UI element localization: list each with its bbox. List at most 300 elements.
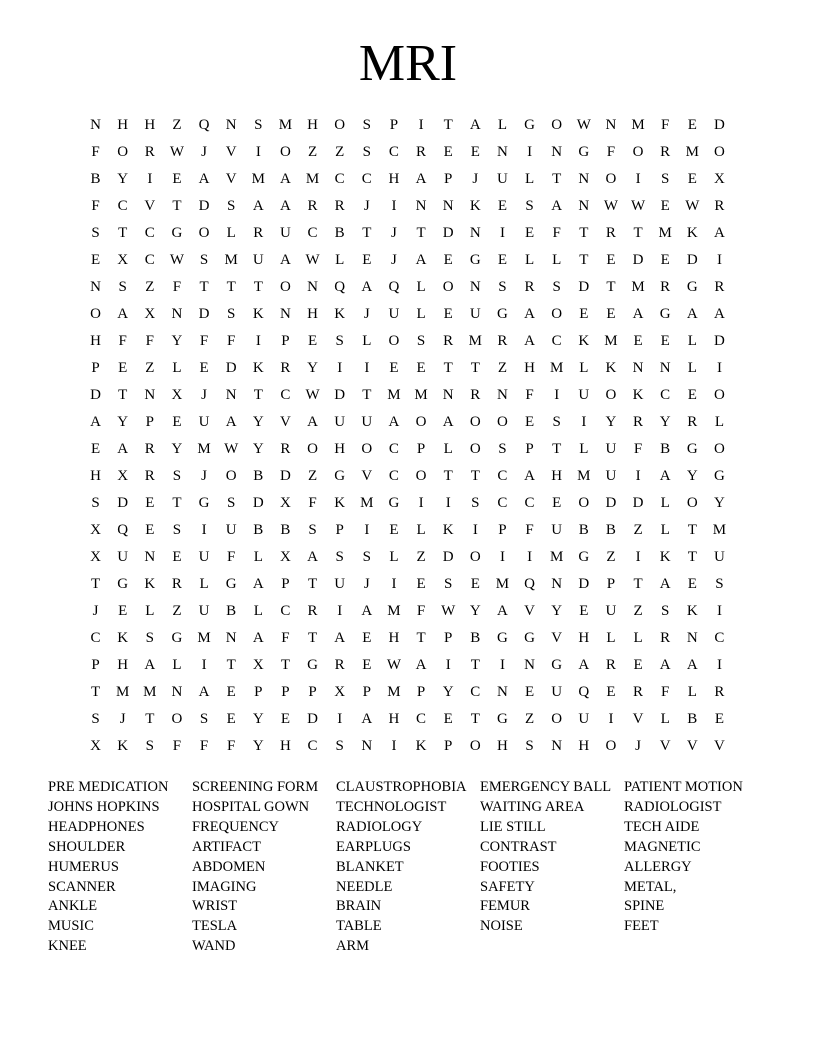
grid-letter: J: [635, 738, 641, 754]
grid-letter: S: [227, 306, 236, 322]
grid-letter: L: [579, 360, 589, 376]
grid-letter: O: [334, 117, 346, 133]
grid-letter: R: [307, 198, 318, 214]
grid-letter: U: [605, 603, 617, 619]
grid-letter: A: [307, 549, 318, 565]
grid-letter: H: [144, 117, 156, 133]
grid-letter: U: [334, 414, 346, 430]
grid-letter: I: [499, 225, 505, 241]
grid-letter: P: [416, 684, 426, 700]
grid-letter: E: [470, 144, 480, 160]
word-list-item: HUMERUS: [48, 858, 119, 875]
grid-letter: Z: [633, 603, 643, 619]
grid-letter: E: [416, 360, 426, 376]
grid-letter: M: [495, 576, 510, 592]
grid-letter: G: [497, 711, 508, 727]
grid-letter: T: [416, 630, 426, 646]
grid-letter: E: [687, 117, 697, 133]
grid-letter: P: [389, 117, 399, 133]
grid-letter: O: [551, 711, 563, 727]
grid-letter: H: [90, 468, 101, 484]
grid-letter: T: [443, 117, 453, 133]
grid-letter: F: [552, 225, 561, 241]
grid-letter: U: [497, 171, 508, 187]
grid-letter: G: [117, 576, 129, 592]
grid-letter: Y: [252, 711, 264, 727]
grid-letter: J: [472, 171, 479, 187]
grid-letter: M: [631, 279, 645, 295]
word-list-item: MUSIC: [48, 918, 94, 935]
grid-letter: C: [361, 171, 372, 187]
grid-letter: Y: [442, 684, 454, 700]
word-column: [624, 778, 768, 957]
word-list-item: SCREENING FORM: [192, 779, 319, 795]
grid-letter: Y: [714, 495, 725, 511]
grid-letter: T: [362, 225, 372, 241]
grid-row: [82, 733, 734, 760]
grid-letter: N: [144, 387, 156, 403]
grid-row: [82, 166, 734, 193]
grid-letter: N: [605, 117, 617, 133]
grid-letter: S: [661, 171, 670, 187]
grid-letter: W: [224, 441, 239, 457]
word-list-item: EARPLUGS: [336, 838, 411, 855]
grid-letter: B: [253, 522, 264, 538]
grid-letter: G: [171, 225, 183, 241]
grid-letter: S: [362, 549, 371, 565]
grid-letter: F: [525, 387, 534, 403]
grid-letter: E: [633, 333, 643, 349]
grid-letter: Y: [686, 468, 698, 484]
grid-letter: T: [253, 387, 263, 403]
grid-letter: L: [660, 522, 670, 538]
word-list-item: ABDOMEN: [192, 858, 266, 875]
grid-letter: U: [388, 306, 400, 322]
grid-letter: J: [363, 198, 370, 214]
grid-letter: F: [199, 738, 209, 754]
grid-letter: S: [227, 495, 236, 511]
grid-letter: T: [470, 711, 480, 727]
grid-letter: I: [445, 657, 451, 673]
grid-letter: W: [305, 387, 320, 403]
grid-letter: K: [334, 306, 346, 322]
grid-letter: N: [551, 576, 563, 592]
grid-letter: Y: [117, 414, 129, 430]
grid-letter: G: [714, 468, 725, 484]
grid-letter: J: [391, 225, 397, 241]
grid-letter: L: [172, 657, 182, 673]
grid-letter: J: [201, 144, 207, 160]
grid-letter: A: [117, 306, 129, 322]
grid-letter: T: [633, 576, 643, 592]
grid-letter: L: [172, 360, 182, 376]
grid-letter: E: [226, 711, 236, 727]
word-list-item: TABLE: [336, 918, 382, 935]
grid-letter: M: [278, 117, 293, 133]
grid-letter: E: [497, 252, 508, 268]
grid-letter: M: [224, 252, 238, 268]
grid-row: [82, 139, 734, 166]
grid-letter: T: [226, 657, 236, 673]
grid-row: [82, 652, 734, 679]
grid-letter: O: [605, 171, 617, 187]
grid-letter: R: [144, 441, 155, 457]
grid-letter: S: [172, 468, 182, 484]
grid-letter: D: [714, 117, 725, 133]
grid-letter: A: [90, 414, 101, 430]
grid-letter: I: [201, 522, 207, 538]
grid-letter: V: [551, 630, 563, 646]
grid-letter: L: [552, 252, 562, 268]
grid-letter: T: [307, 576, 318, 592]
grid-letter: J: [201, 387, 207, 403]
grid-letter: E: [606, 306, 616, 322]
grid-letter: M: [360, 495, 374, 511]
grid-letter: U: [714, 549, 725, 565]
grid-letter: N: [144, 549, 156, 565]
grid-letter: C: [307, 738, 318, 754]
grid-letter: P: [91, 657, 100, 673]
grid-letter: B: [90, 171, 101, 187]
grid-letter: E: [524, 414, 535, 430]
grid-letter: H: [524, 360, 535, 376]
grid-letter: G: [686, 441, 698, 457]
grid-letter: A: [280, 171, 291, 187]
grid-letter: A: [415, 657, 427, 673]
grid-letter: I: [418, 495, 424, 511]
word-list-item: MAGNETIC: [624, 838, 701, 855]
letter-grid: [82, 112, 734, 762]
grid-row: [82, 463, 734, 490]
grid-letter: E: [90, 252, 101, 268]
grid-letter: L: [443, 441, 453, 457]
grid-letter: K: [469, 198, 481, 214]
grid-letter: U: [334, 576, 346, 592]
grid-letter: P: [281, 333, 290, 349]
grid-letter: R: [605, 657, 616, 673]
grid-row: [82, 328, 734, 355]
grid-letter: S: [254, 117, 263, 133]
word-list-item: FOOTIES: [480, 858, 540, 875]
grid-letter: P: [281, 684, 290, 700]
grid-letter: Z: [416, 549, 426, 565]
grid-letter: G: [225, 576, 237, 592]
grid-letter: I: [337, 360, 343, 376]
grid-letter: D: [442, 549, 454, 565]
grid-letter: M: [143, 684, 157, 700]
grid-letter: E: [470, 576, 480, 592]
grid-letter: D: [280, 468, 291, 484]
grid-letter: I: [499, 657, 505, 673]
grid-letter: I: [608, 711, 614, 727]
grid-letter: S: [91, 225, 100, 241]
grid-letter: O: [90, 306, 101, 322]
grid-letter: C: [524, 495, 535, 511]
word-list-item: BRAIN: [336, 898, 382, 915]
grid-letter: O: [714, 387, 725, 403]
grid-letter: E: [443, 306, 453, 322]
grid-letter: U: [280, 225, 291, 241]
grid-letter: N: [280, 306, 291, 322]
grid-letter: A: [415, 252, 427, 268]
grid-letter: P: [416, 441, 426, 457]
grid-letter: S: [145, 738, 154, 754]
grid-letter: Y: [252, 738, 264, 754]
grid-letter: C: [144, 225, 155, 241]
word-list-item: ALLERGY: [624, 858, 692, 875]
grid-row: [82, 382, 734, 409]
grid-letter: O: [225, 468, 237, 484]
grid-letter: D: [686, 252, 698, 268]
grid-row: [82, 517, 734, 544]
grid-letter: C: [388, 468, 399, 484]
grid-letter: X: [280, 495, 291, 511]
grid-letter: D: [714, 333, 725, 349]
grid-letter: I: [499, 549, 505, 565]
grid-letter: K: [578, 333, 590, 349]
grid-letter: N: [551, 144, 563, 160]
grid-letter: C: [90, 630, 101, 646]
word-list-item: PRE MEDICATION: [48, 779, 169, 795]
grid-letter: L: [524, 252, 535, 268]
grid-letter: K: [659, 549, 671, 565]
grid-letter: E: [443, 252, 453, 268]
grid-letter: L: [579, 441, 589, 457]
grid-letter: F: [172, 279, 182, 295]
grid-letter: L: [497, 117, 508, 133]
grid-letter: X: [90, 522, 101, 538]
grid-letter: U: [252, 252, 264, 268]
grid-letter: F: [145, 333, 154, 349]
grid-letter: K: [442, 522, 454, 538]
grid-letter: I: [716, 252, 722, 268]
grid-letter: H: [334, 441, 346, 457]
word-list-item: BLANKET: [336, 858, 404, 875]
word-list-item: WAND: [192, 938, 236, 955]
grid-letter: A: [578, 657, 590, 673]
word-list-item: ANKLE: [48, 898, 98, 915]
grid-letter: L: [606, 630, 616, 646]
grid-letter: A: [280, 198, 291, 214]
grid-letter: C: [660, 387, 671, 403]
grid-letter: A: [524, 468, 535, 484]
grid-letter: V: [632, 711, 644, 727]
grid-letter: Y: [171, 333, 183, 349]
grid-letter: M: [550, 360, 564, 376]
grid-letter: P: [444, 171, 453, 187]
grid-letter: D: [117, 495, 129, 511]
grid-letter: I: [418, 117, 424, 133]
grid-letter: W: [305, 252, 320, 268]
word-column: [48, 778, 192, 957]
grid-letter: N: [469, 279, 481, 295]
grid-letter: F: [227, 738, 236, 754]
grid-letter: T: [172, 495, 182, 511]
grid-letter: I: [147, 171, 153, 187]
grid-letter: B: [687, 711, 698, 727]
grid-letter: E: [118, 603, 128, 619]
word-list-item: FREQUENCY: [192, 818, 280, 835]
grid-letter: T: [118, 387, 128, 403]
grid-letter: U: [578, 387, 590, 403]
grid-letter: L: [633, 630, 643, 646]
word-list-item: HOSPITAL GOWN: [192, 798, 310, 815]
grid-letter: M: [550, 549, 564, 565]
grid-letter: L: [199, 576, 209, 592]
grid-letter: N: [686, 630, 698, 646]
grid-letter: X: [117, 252, 129, 268]
grid-letter: M: [387, 603, 401, 619]
grid-letter: Q: [334, 279, 346, 295]
grid-letter: Z: [307, 468, 318, 484]
grid-letter: A: [442, 414, 454, 430]
grid-letter: B: [280, 522, 291, 538]
grid-letter: W: [169, 252, 185, 268]
grid-letter: C: [497, 468, 508, 484]
grid-letter: D: [198, 198, 210, 214]
grid-letter: N: [225, 117, 237, 133]
grid-letter: O: [551, 306, 563, 322]
grid-letter: C: [280, 603, 291, 619]
grid-letter: B: [578, 522, 589, 538]
grid-letter: J: [201, 468, 207, 484]
grid-letter: Y: [605, 414, 617, 430]
grid-letter: G: [686, 279, 698, 295]
grid-letter: V: [225, 171, 237, 187]
grid-letter: R: [443, 333, 454, 349]
grid-letter: E: [199, 360, 209, 376]
grid-letter: D: [578, 576, 590, 592]
grid-letter: T: [552, 441, 562, 457]
grid-row: [82, 220, 734, 247]
grid-letter: T: [687, 522, 697, 538]
grid-letter: R: [524, 279, 535, 295]
grid-letter: K: [144, 576, 156, 592]
grid-letter: F: [199, 333, 209, 349]
grid-letter: H: [307, 306, 318, 322]
grid-letter: I: [716, 657, 722, 673]
grid-letter: R: [171, 576, 182, 592]
grid-letter: G: [578, 144, 590, 160]
grid-letter: O: [469, 549, 481, 565]
grid-letter: R: [334, 198, 345, 214]
grid-letter: Z: [145, 279, 155, 295]
grid-letter: G: [524, 630, 535, 646]
word-list-item: CONTRAST: [480, 838, 557, 855]
grid-letter: E: [606, 684, 616, 700]
grid-letter: R: [416, 144, 427, 160]
grid-letter: E: [660, 252, 670, 268]
grid-letter: A: [361, 711, 373, 727]
grid-letter: N: [361, 738, 373, 754]
grid-letter: C: [280, 387, 291, 403]
grid-letter: A: [225, 414, 237, 430]
grid-letter: U: [198, 549, 210, 565]
grid-letter: E: [660, 198, 670, 214]
grid-letter: R: [714, 279, 725, 295]
grid-letter: R: [660, 630, 671, 646]
grid-letter: L: [660, 711, 670, 727]
grid-letter: E: [280, 711, 291, 727]
grid-letter: V: [686, 738, 698, 754]
grid-letter: G: [198, 495, 210, 511]
grid-letter: I: [337, 711, 343, 727]
grid-letter: I: [364, 522, 370, 538]
grid-letter: R: [334, 657, 345, 673]
grid-letter: T: [579, 252, 589, 268]
grid-letter: B: [226, 603, 237, 619]
grid-letter: L: [714, 414, 725, 430]
grid-letter: T: [90, 576, 101, 592]
grid-letter: Q: [117, 522, 129, 538]
grid-letter: N: [578, 198, 590, 214]
grid-letter: M: [468, 333, 482, 349]
grid-letter: L: [416, 306, 426, 322]
grid-letter: P: [145, 414, 154, 430]
word-list-item: KNEE: [48, 938, 87, 955]
grid-letter: N: [225, 387, 237, 403]
grid-letter: N: [90, 117, 101, 133]
grid-letter: F: [308, 495, 317, 511]
grid-letter: O: [415, 414, 427, 430]
grid-letter: K: [605, 360, 617, 376]
grid-letter: A: [388, 414, 400, 430]
word-list-item: FEMUR: [480, 898, 530, 915]
grid-letter: Z: [633, 522, 643, 538]
grid-letter: E: [552, 495, 562, 511]
grid-letter: S: [661, 603, 670, 619]
grid-letter: F: [606, 144, 616, 160]
grid-letter: C: [388, 441, 399, 457]
grid-letter: P: [444, 738, 453, 754]
word-list-item: HEADPHONES: [48, 818, 145, 835]
grid-letter: E: [389, 360, 399, 376]
grid-letter: M: [305, 171, 320, 187]
grid-letter: I: [255, 144, 261, 160]
grid-row: [82, 490, 734, 517]
grid-letter: U: [198, 603, 210, 619]
grid-letter: N: [469, 225, 481, 241]
grid-letter: R: [470, 387, 481, 403]
grid-letter: T: [362, 387, 372, 403]
grid-letter: E: [118, 360, 128, 376]
grid-letter: O: [307, 441, 318, 457]
word-column: [192, 778, 336, 957]
grid-letter: F: [172, 738, 182, 754]
grid-row: [82, 706, 734, 733]
grid-letter: F: [661, 117, 670, 133]
grid-letter: A: [632, 306, 644, 322]
grid-letter: K: [334, 495, 346, 511]
grid-letter: N: [415, 198, 427, 214]
grid-letter: E: [172, 414, 182, 430]
grid-letter: D: [252, 495, 264, 511]
grid-letter: E: [714, 711, 725, 727]
grid-letter: X: [144, 306, 156, 322]
grid-letter: A: [524, 333, 535, 349]
grid-letter: X: [90, 549, 101, 565]
grid-letter: H: [388, 711, 400, 727]
grid-letter: T: [552, 171, 562, 187]
grid-letter: H: [90, 333, 101, 349]
grid-letter: H: [578, 738, 590, 754]
grid-letter: S: [335, 738, 344, 754]
grid-letter: V: [659, 738, 671, 754]
grid-letter: E: [443, 144, 453, 160]
grid-letter: A: [361, 279, 373, 295]
grid-letter: U: [361, 414, 373, 430]
grid-letter: E: [606, 252, 616, 268]
